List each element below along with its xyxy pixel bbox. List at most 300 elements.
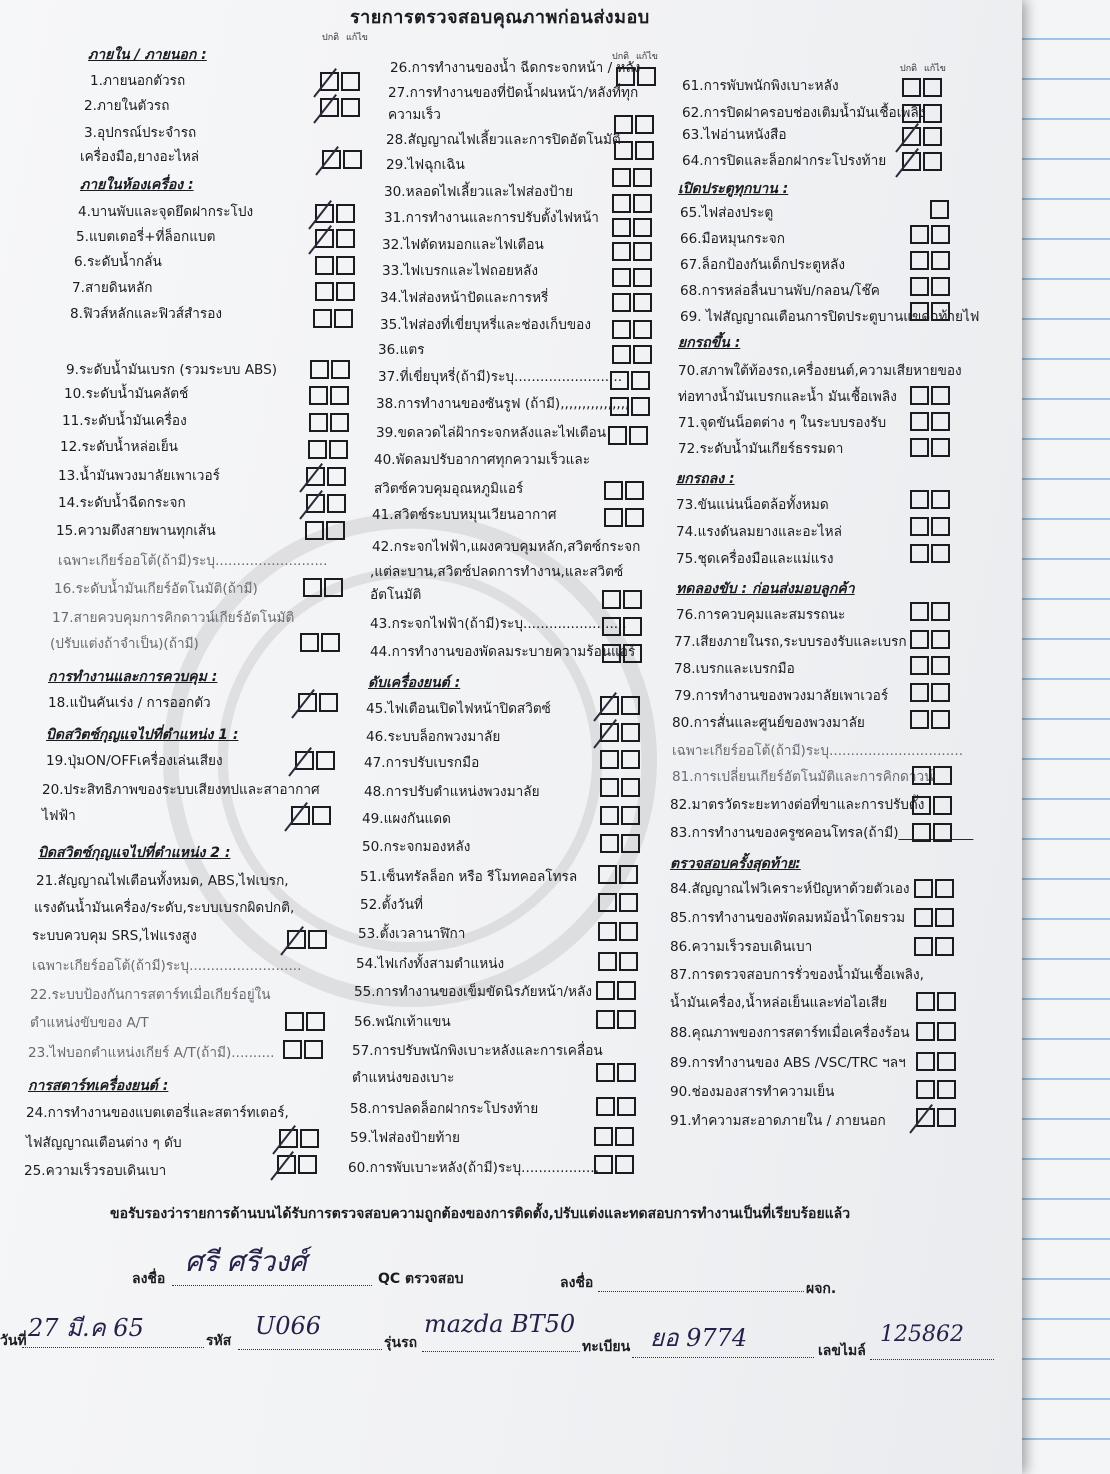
checklist-item-label: 38.การทำงานของซันรูฟ (ถ้ามี),,,,,,,,,,,,,,,,	[376, 396, 630, 412]
checkbox-normal[interactable]	[902, 78, 921, 97]
checkbox-normal[interactable]	[604, 508, 623, 527]
checkbox-fix[interactable]	[923, 78, 942, 97]
checklist-item-label: 78.เบรกและเบรกมือ	[674, 661, 795, 677]
signature-line-manager[interactable]	[598, 1290, 804, 1292]
checklist-item-label: สวิตซ์ควบคุมอุณหภูมิแอร์	[374, 481, 524, 497]
checkbox-fix[interactable]	[619, 952, 638, 971]
checklist-item-label: 71.จุดขันน็อตต่าง ๆ ในระบบรองรับ	[678, 415, 887, 431]
checkbox-fix[interactable]	[327, 467, 346, 486]
checkbox-normal[interactable]	[594, 1155, 613, 1174]
checkbox-normal[interactable]	[313, 309, 332, 328]
checklist-item-label: 53.ตั้งเวลานาฬิกา	[358, 926, 466, 942]
checkbox-normal[interactable]	[310, 360, 329, 379]
checkbox-fix[interactable]	[631, 397, 650, 416]
checkbox-fix[interactable]	[329, 440, 348, 459]
signature-qc: ศรี ศรีวงศ์	[185, 1245, 307, 1278]
checkbox-fix[interactable]	[923, 152, 942, 171]
checkbox-normal[interactable]	[602, 644, 621, 663]
checkbox-fix[interactable]	[631, 371, 650, 390]
checklist-item-label: 28.สัญญาณไฟเลี้ยวและการปิดอัตโนมัติ	[386, 132, 621, 148]
checkbox-normal[interactable]	[612, 194, 631, 213]
checkbox-fix[interactable]	[324, 578, 343, 597]
checkbox-normal[interactable]	[308, 440, 327, 459]
checkbox-fix[interactable]	[331, 360, 350, 379]
model-value: mazda BT50	[424, 1310, 576, 1338]
checkbox-fix[interactable]	[633, 218, 652, 237]
checkbox-fix[interactable]	[621, 806, 640, 825]
checklist-item-label: 42.กระจกไฟฟ้า,แผงควบคุมหลัก,สวิตซ์กระจก	[372, 539, 641, 555]
checkbox-normal[interactable]	[916, 1080, 935, 1099]
checkbox-fix[interactable]	[931, 517, 950, 536]
checklist-item-label: 76.การควบคุมและสมรรถนะ	[676, 607, 846, 623]
checkbox-normal[interactable]	[614, 141, 633, 160]
checkbox-normal[interactable]	[612, 268, 631, 287]
checklist-item-label: 2.ภายในตัวรถ	[84, 98, 170, 114]
checkbox-normal[interactable]	[315, 282, 334, 301]
checkbox-normal[interactable]	[910, 438, 929, 457]
column-header-fix: แก้ไข	[924, 64, 946, 74]
checkbox-fix[interactable]	[629, 426, 648, 445]
checkbox-fix[interactable]	[619, 865, 638, 884]
checklist-item-label: 13.น้ำมันพวงมาลัยเพาเวอร์	[58, 468, 220, 484]
checkbox-fix[interactable]	[336, 229, 355, 248]
checklist-item-label: 61.การพับพนักพิงเบาะหลัง	[682, 78, 839, 94]
checklist-item-label: 22.ระบบป้องกันการสตาร์ทเมื่อเกียร์อยู่ใน	[30, 987, 271, 1003]
checklist-item-label: ไฟสัญญาณเตือนต่าง ๆ ดับ	[26, 1135, 182, 1151]
checklist-item-label: ท่อทางน้ำมันเบรกและน้ำ มันเชื้อเพลิง	[678, 389, 897, 405]
checklist-item-label: เฉพาะเกียร์ออโต้(ถ้ามี)ระบุ..........................	[58, 553, 328, 569]
checklist-item-label: 46.ระบบล็อกพวงมาลัย	[366, 729, 501, 745]
mileage-value: 125862	[880, 1322, 964, 1347]
checkbox-normal[interactable]	[598, 922, 617, 941]
checkbox-fix[interactable]	[327, 494, 346, 513]
checklist-item-label: 45.ไฟเตือนเปิดไฟหน้าปิดสวิตซ์	[366, 701, 551, 717]
checkbox-fix[interactable]	[621, 778, 640, 797]
checkbox-fix[interactable]	[931, 438, 950, 457]
checklist-item-label: 55.การทำงานของเข็มขัดนิรภัยหน้า/หลัง	[354, 984, 592, 1000]
checkbox-normal[interactable]	[916, 1022, 935, 1041]
checkbox-fix[interactable]	[635, 115, 654, 134]
checkbox-fix[interactable]	[931, 490, 950, 509]
checklist-item-label: 37.ที่เขี่ยบุหรี่(ถ้ามี)ระบุ.........................	[378, 369, 623, 385]
checkbox-normal[interactable]	[914, 879, 933, 898]
checkbox-fix[interactable]	[298, 1155, 317, 1174]
checklist-item-label: อัตโนมัติ	[370, 587, 422, 603]
checklist-item-label: 83.การทำงานของครูซคอนโทรล(ถ้ามี)___________	[670, 825, 974, 841]
checkbox-normal[interactable]	[602, 617, 621, 636]
checkbox-normal[interactable]	[610, 397, 629, 416]
checkbox-normal[interactable]	[910, 656, 929, 675]
checkbox-normal[interactable]	[914, 908, 933, 927]
signature-label-qc: ลงชื่อ	[132, 1271, 166, 1287]
certification-statement: ขอรับรองว่ารายการด้านบนได้รับการตรวจสอบความถูกต้องของการติดตั้ง,ปรับแต่งและทดสอบการทำงานเป็นที่เรียบร้อยแล้ว	[110, 1206, 851, 1222]
checklist-item-label: 57.การปรับพนักพิงเบาะหลังและการเคลื่อน	[352, 1043, 603, 1059]
checklist-item-label: 12.ระดับน้ำหล่อเย็น	[60, 439, 178, 455]
checklist-item-label: 44.การทำงานของพัดลมระบายความร้อนแอร์	[370, 644, 636, 660]
checkbox-normal[interactable]	[309, 413, 328, 432]
checklist-item-label: 64.การปิดและล็อกฝากระโปรงท้าย	[682, 153, 887, 169]
checkbox-fix[interactable]	[931, 710, 950, 729]
checkbox-fix[interactable]	[637, 67, 656, 86]
checklist-item-label: 81.การเปลี่ยนเกียร์อัตโนมัติและการคิกดาวน์	[672, 769, 934, 785]
checkbox-fix[interactable]	[931, 251, 950, 270]
date-value: 27 มี.ค 65	[28, 1314, 144, 1342]
section-heading: ยกรถลง :	[676, 471, 735, 487]
checkbox-fix[interactable]	[933, 766, 952, 785]
section-heading: การทำงานและการควบคุม :	[48, 669, 218, 685]
checkbox-fix[interactable]	[330, 386, 349, 405]
checklist-item-label: 68.การหล่อลื่นบานพับ/กลอน/โช๊ค	[680, 283, 880, 299]
checklist-item-label: 43.กระจกไฟฟ้า(ถ้ามี)ระบุ........................	[370, 616, 627, 632]
section-heading: บิดสวิตซ์กุญแจไปที่ตำแหน่ง 1 :	[46, 727, 239, 743]
checkbox-fix[interactable]	[336, 204, 355, 223]
checkbox-fix[interactable]	[933, 823, 952, 842]
checklist-item-label: น้ำมันเครื่อง,น้ำหล่อเย็นและท่อไอเสีย	[670, 995, 888, 1011]
checklist-item-label: 35.ไฟส่องที่เขี่ยบุหรี่และช่องเก็บของ	[380, 317, 591, 333]
checklist-item-label: 50.กระจกมองหลัง	[362, 839, 471, 855]
checkbox-fix[interactable]	[617, 1010, 636, 1029]
plate-value: ยอ 9774	[650, 1324, 748, 1352]
section-heading: เปิดประตูทุกบาน :	[678, 181, 789, 197]
checkbox-fix[interactable]	[937, 1080, 956, 1099]
checkbox-fix[interactable]	[931, 277, 950, 296]
checkbox-fix[interactable]	[923, 127, 942, 146]
checkbox-fix[interactable]	[621, 696, 640, 715]
checkbox-normal[interactable]	[910, 683, 929, 702]
checkbox-normal[interactable]	[910, 251, 929, 270]
checkbox-normal[interactable]	[916, 1052, 935, 1071]
checkbox-normal[interactable]	[612, 345, 631, 364]
checkbox-normal[interactable]	[598, 865, 617, 884]
code-value: U066	[255, 1312, 322, 1340]
section-heading: ภายในห้องเครื่อง :	[80, 177, 194, 193]
code-line	[238, 1348, 382, 1350]
checklist-item-label: (ปรับแต่งถ้าจำเป็น)(ถ้ามี)	[50, 636, 199, 652]
section-heading: ยกรถขึ้น :	[678, 335, 741, 351]
checkbox-fix[interactable]	[623, 644, 642, 663]
checkbox-fix[interactable]	[931, 386, 950, 405]
checklist-item-label: 40.พัดลมปรับอากาศทุกความเร็วและ	[374, 452, 591, 468]
checkbox-fix[interactable]	[308, 930, 327, 949]
column-header-normal: ปกติ	[900, 64, 918, 74]
checklist-item-label: 24.การทำงานของแบตเตอรี่และสตาร์ทเตอร์,	[26, 1105, 289, 1121]
checkbox-fix[interactable]	[633, 345, 652, 364]
checklist-item-label: ,แต่ละบาน,สวิตซ์ปลดการทำงาน,และสวิตซ์	[370, 564, 624, 580]
checkbox-normal[interactable]	[594, 1127, 613, 1146]
checkbox-fix[interactable]	[334, 309, 353, 328]
checklist-item-label: 77.เสียงภายในรถ,ระบบรองรับและเบรก	[674, 634, 907, 650]
checklist-item-label: 49.แผงกันแดด	[362, 811, 451, 827]
section-heading: ดับเครื่องยนต์ :	[368, 675, 461, 691]
checklist-item-label: 58.การปลดล็อกฝากระโปรงท้าย	[350, 1101, 539, 1117]
checklist-item-label: ไฟฟ้า	[42, 808, 76, 824]
checklist-item-label: 70.สภาพใต้ท้องรถ,เครื่องยนต์,ความเสียหายของ	[678, 363, 962, 379]
checkbox-normal[interactable]	[910, 517, 929, 536]
checkbox-fix[interactable]	[619, 922, 638, 941]
checkbox-fix[interactable]	[931, 544, 950, 563]
checklist-item-label: 8.ฟิวส์หลักและฟิวส์สำรอง	[70, 306, 223, 322]
signature-label-manager[interactable]: ลงชื่อ	[560, 1275, 594, 1291]
checklist-item-label: เฉพาะเกียร์ออโต้(ถ้ามี)ระบุ...............................	[672, 743, 964, 759]
checkbox-fix[interactable]	[623, 590, 642, 609]
checkbox-normal[interactable]	[910, 710, 929, 729]
checkbox-normal[interactable]	[910, 277, 929, 296]
checklist-item-label: 80.การสั่นและศูนย์ของพวงมาลัย	[672, 715, 865, 731]
checklist-item-label: เครื่องมือ,ยางอะไหล่	[80, 149, 200, 165]
checkbox-fix[interactable]	[621, 750, 640, 769]
checkbox-normal[interactable]	[916, 992, 935, 1011]
checkbox-fix[interactable]	[931, 630, 950, 649]
checklist-item-label: แรงดันน้ำมันเครื่อง/ระดับ,ระบบเบรกผิดปกติ,	[34, 900, 295, 916]
column-header-normal: ปกติ	[322, 33, 340, 43]
checkbox-normal[interactable]	[600, 834, 619, 853]
checklist-item-label: 14.ระดับน้ำฉีดกระจก	[58, 495, 186, 511]
plate-label: ทะเบียน	[582, 1339, 631, 1355]
checkbox-normal[interactable]	[300, 633, 319, 652]
checkbox-normal[interactable]	[604, 481, 623, 500]
checkbox-normal[interactable]	[910, 412, 929, 431]
checkbox-fix[interactable]	[633, 293, 652, 312]
section-heading: บิดสวิตซ์กุญแจไปที่ตำแหน่ง 2 :	[38, 845, 231, 861]
checklist-item-label: 59.ไฟส่องป้ายท้าย	[350, 1130, 460, 1146]
checkbox-fix[interactable]	[621, 834, 640, 853]
checkbox-fix[interactable]	[933, 796, 952, 815]
date-label: วันที่	[0, 1333, 27, 1349]
checkbox-fix[interactable]	[633, 320, 652, 339]
checkbox-fix[interactable]	[312, 806, 331, 825]
checklist-item-label: 52.ตั้งวันที่	[360, 897, 423, 913]
checklist-item-label: 73.ขันแน่นน็อตล้อทั้งหมด	[676, 497, 829, 513]
checklist-item-label: 85.การทำงานของพัดลมหม้อน้ำโดยรวม	[670, 910, 906, 926]
checkbox-fix[interactable]	[617, 1097, 636, 1116]
checkbox-fix[interactable]	[633, 168, 652, 187]
checkbox-fix[interactable]	[937, 992, 956, 1011]
column-header-fix: แก้ไข	[636, 52, 658, 62]
checklist-item-label: 79.การทำงานของพวงมาลัยเพาเวอร์	[674, 688, 889, 704]
checklist-item-label: 25.ความเร็วรอบเดินเบา	[24, 1163, 167, 1179]
checkbox-normal[interactable]	[600, 750, 619, 769]
checklist-item-label: 18.แป้นคันเร่ง / การออกตัว	[48, 695, 211, 711]
checkbox-fix[interactable]	[617, 1063, 636, 1082]
checklist-item-label: 11.ระดับน้ำมันเครื่อง	[62, 413, 187, 429]
checkbox-fix[interactable]	[635, 141, 654, 160]
checkbox-fix[interactable]	[931, 412, 950, 431]
checklist-item-label: 4.บานพับและจุดยึดฝากระโปง	[78, 204, 254, 220]
checkbox-fix[interactable]	[935, 937, 954, 956]
checklist-item-label: 60.การพับเบาะหลัง(ถ้ามี)ระบุ..................	[348, 1160, 599, 1176]
checkbox-normal[interactable]	[612, 293, 631, 312]
checklist-item-label: 65.ไฟส่องประตู	[680, 205, 774, 221]
checkbox-fix[interactable]	[633, 242, 652, 261]
checkbox-normal[interactable]	[612, 168, 631, 187]
checkbox-fix[interactable]	[937, 1022, 956, 1041]
checklist-item-label: 26.การทำงานของน้ำ ฉีดกระจกหน้า / หลัง	[390, 60, 641, 76]
checkbox-fix[interactable]	[336, 282, 355, 301]
checkbox-normal[interactable]	[910, 225, 929, 244]
checklist-item-label: ตำแหน่งของเบาะ	[352, 1070, 455, 1086]
checkbox-fix[interactable]	[615, 1127, 634, 1146]
checkbox-normal[interactable]	[596, 981, 615, 1000]
manager-label: ผจก.	[806, 1281, 837, 1297]
checklist-item-label: 72.ระดับน้ำมันเกียร์ธรรมดา	[678, 441, 844, 457]
checkbox-normal[interactable]	[596, 1063, 615, 1082]
checklist-item-label: 19.ปุ่มON/OFFเครื่องเล่นเสียง	[46, 753, 223, 769]
checkbox-fix[interactable]	[621, 723, 640, 742]
checkbox-normal[interactable]	[912, 796, 931, 815]
checklist-item-label: 30.หลอดไฟเลี้ยวและไฟส่องป้าย	[384, 184, 574, 200]
checkbox-normal[interactable]	[910, 544, 929, 563]
checkbox-fix[interactable]	[931, 602, 950, 621]
checkbox-fix[interactable]	[343, 150, 362, 169]
checkbox-normal[interactable]	[930, 200, 949, 219]
checklist-item-label: 9.ระดับน้ำมันเบรก (รวมระบบ ABS)	[66, 362, 278, 378]
checklist-item-label: 27.การทำงานของที่ปัดน้ำฝนหน้า/หลังที่ทุก	[388, 85, 639, 101]
checklist-item-label: 86.ความเร็วรอบเดินเบา	[670, 939, 813, 955]
section-heading: ภายใน / ภายนอก :	[88, 47, 207, 63]
checkbox-fix[interactable]	[931, 302, 950, 321]
checkbox-fix[interactable]	[623, 617, 642, 636]
checklist-item-label: 41.สวิตซ์ระบบหมุนเวียนอากาศ	[372, 507, 557, 523]
checkbox-fix[interactable]	[931, 656, 950, 675]
checkbox-normal[interactable]	[910, 302, 929, 321]
checkbox-normal[interactable]	[309, 386, 328, 405]
checkbox-normal[interactable]	[315, 256, 334, 275]
checklist-item-label: 7.สายดินหลัก	[72, 280, 153, 296]
checkbox-normal[interactable]	[596, 1097, 615, 1116]
checklist-item-label: 74.แรงดันลมยางและอะไหล่	[676, 524, 842, 540]
checklist-item-label: 1.ภายนอกตัวรถ	[90, 73, 186, 89]
checklist-item-label: 56.พนักเท้าแขน	[354, 1014, 451, 1030]
checkbox-normal[interactable]	[602, 590, 621, 609]
checkbox-normal[interactable]	[608, 426, 627, 445]
checkbox-fix[interactable]	[625, 481, 644, 500]
checklist-item-label: 89.การทำงานของ ABS /VSC/TRC ฯลฯ	[670, 1055, 906, 1071]
checkbox-normal[interactable]	[305, 521, 324, 540]
notebook-background	[1010, 0, 1110, 1474]
checkbox-normal[interactable]	[910, 630, 929, 649]
checklist-item-label: 31.การทำงานและการปรับตั้งไฟหน้า	[384, 210, 599, 226]
checklist-item-label: 36.แตร	[378, 342, 425, 358]
signature-line-qc	[172, 1284, 372, 1286]
checkbox-normal[interactable]	[598, 893, 617, 912]
model-label: รุ่นรถ	[384, 1335, 418, 1351]
checkbox-normal[interactable]	[910, 386, 929, 405]
checkbox-normal[interactable]	[914, 937, 933, 956]
checkbox-normal[interactable]	[600, 806, 619, 825]
checkbox-fix[interactable]	[336, 256, 355, 275]
checkbox-normal[interactable]	[285, 1012, 304, 1031]
qc-label: QC ตรวจสอบ	[378, 1271, 464, 1287]
checklist-item-label: 48.การปรับตำแหน่งพวงมาลัย	[364, 784, 540, 800]
checkbox-fix[interactable]	[306, 1012, 325, 1031]
checklist-item-label: ความเร็ว	[388, 107, 441, 123]
checklist-item-label: 75.ชุดเครื่องมือและแม่แรง	[676, 551, 834, 567]
checkbox-fix[interactable]	[326, 521, 345, 540]
checklist-item-label: 17.สายควบคุมการคิกดาวน์เกียร์อัตโนมัติ	[52, 610, 295, 626]
checkbox-fix[interactable]	[935, 908, 954, 927]
checklist-item-label: 39.ขดลวดไล่ฝ้ากระจกหลังและไฟเตือน	[376, 425, 607, 441]
checklist-item-label: 91.ทำความสะอาดภายใน / ภายนอก	[670, 1113, 886, 1129]
checkbox-normal[interactable]	[596, 1010, 615, 1029]
checkbox-normal[interactable]	[910, 602, 929, 621]
checkbox-normal[interactable]	[600, 778, 619, 797]
checkbox-normal[interactable]	[912, 823, 931, 842]
checkbox-fix[interactable]	[625, 508, 644, 527]
checkbox-fix[interactable]	[316, 751, 335, 770]
checklist-item-label: เฉพาะเกียร์ออโต้(ถ้ามี)ระบุ..........................	[32, 958, 302, 974]
checklist-item-label: 63.ไฟอ่านหนังสือ	[682, 127, 787, 143]
checkbox-fix[interactable]	[319, 693, 338, 712]
checklist-item-label: 33.ไฟเบรกและไฟถอยหลัง	[382, 263, 539, 279]
section-heading: ตรวจสอบครั้งสุดท้าย:	[670, 856, 801, 872]
checklist-item-label: 34.ไฟส่องหน้าปัดและการหรี่	[380, 290, 549, 306]
checkbox-fix[interactable]	[937, 1052, 956, 1071]
checkbox-fix[interactable]	[931, 225, 950, 244]
checkbox-fix[interactable]	[304, 1040, 323, 1059]
checkbox-fix[interactable]	[931, 683, 950, 702]
checklist-item-label: 51.เซ็นทรัลล็อก หรือ รีโมทคอลโทรล	[360, 869, 578, 885]
checkbox-normal[interactable]	[610, 371, 629, 390]
checkbox-fix[interactable]	[633, 268, 652, 287]
checklist-item-label: 10.ระดับน้ำมันคลัตช์	[64, 386, 189, 402]
checkbox-fix[interactable]	[321, 633, 340, 652]
section-heading: การสตาร์ทเครื่องยนต์ :	[28, 1078, 169, 1094]
checkbox-fix[interactable]	[341, 72, 360, 91]
code-label: รหัส	[206, 1333, 232, 1349]
checklist-item-label: 82.มาตรวัดระยะทางต่อที่ขาและการปรับตั้ง	[670, 797, 925, 813]
checkbox-fix[interactable]	[330, 413, 349, 432]
column-header-normal: ปกติ	[612, 52, 630, 62]
checkbox-fix[interactable]	[300, 1129, 319, 1148]
checkbox-normal[interactable]	[912, 766, 931, 785]
checkbox-fix[interactable]	[615, 1155, 634, 1174]
checklist-item-label: 66.มือหมุนกระจก	[680, 231, 785, 247]
model-line	[422, 1350, 580, 1352]
checklist-item-label: 54.ไฟเก๋งทั้งสามตำแหน่ง	[356, 956, 505, 972]
checkbox-fix[interactable]	[617, 981, 636, 1000]
checklist-item-label: 5.แบตเตอรี่+ที่ล็อกแบต	[76, 229, 216, 245]
section-heading: ทดลองขับ : ก่อนส่งมอบลูกค้า	[676, 581, 855, 597]
checklist-item-label: 69. ไฟสัญญาณเตือนการปิดประตูบานแขดกท้ายไฟ	[680, 309, 980, 325]
checklist-item-label: 6.ระดับน้ำกลั่น	[74, 254, 162, 270]
checkbox-normal[interactable]	[612, 242, 631, 261]
checkbox-fix[interactable]	[633, 194, 652, 213]
checklist-item-label: 62.การปิดฝาครอบช่องเติมน้ำมันเชื้อเพลิง	[682, 105, 926, 121]
checkbox-fix[interactable]	[937, 1108, 956, 1127]
checkbox-normal[interactable]	[303, 578, 322, 597]
checkbox-fix[interactable]	[341, 98, 360, 117]
checklist-item-label: 21.สัญญาณไฟเตือนทั้งหมด, ABS,ไฟเบรก,	[36, 873, 289, 889]
checklist-item-label: 67.ล็อกป้องกันเด็กประตูหลัง	[680, 257, 845, 273]
checklist-item-label: 32.ไฟตัดหมอกและไฟเตือน	[382, 237, 544, 253]
checklist-item-label: 88.คุณภาพของการสตาร์ทเมื่อเครื่องร้อน	[670, 1025, 910, 1041]
checkbox-fix[interactable]	[619, 893, 638, 912]
checkbox-normal[interactable]	[612, 320, 631, 339]
checklist-item-label: 3.อุปกรณ์ประจำรถ	[84, 125, 197, 141]
checkbox-normal[interactable]	[910, 490, 929, 509]
checkbox-fix[interactable]	[923, 104, 942, 123]
checklist-item-label: ระบบควบคุม SRS,ไฟแรงสูง	[32, 928, 197, 944]
column-header-fix: แก้ไข	[346, 33, 368, 43]
checkbox-normal[interactable]	[902, 104, 921, 123]
checkbox-normal[interactable]	[612, 218, 631, 237]
checkbox-fix[interactable]	[935, 879, 954, 898]
checkbox-normal[interactable]	[598, 952, 617, 971]
checklist-item-label: 47.การปรับเบรกมือ	[364, 755, 480, 771]
checkbox-normal[interactable]	[283, 1040, 302, 1059]
checklist-item-label: 29.ไฟฉุกเฉิน	[386, 157, 465, 173]
checklist-item-label: 16.ระดับน้ำมันเกียร์อัตโนมัติ(ถ้ามี)	[54, 581, 258, 597]
